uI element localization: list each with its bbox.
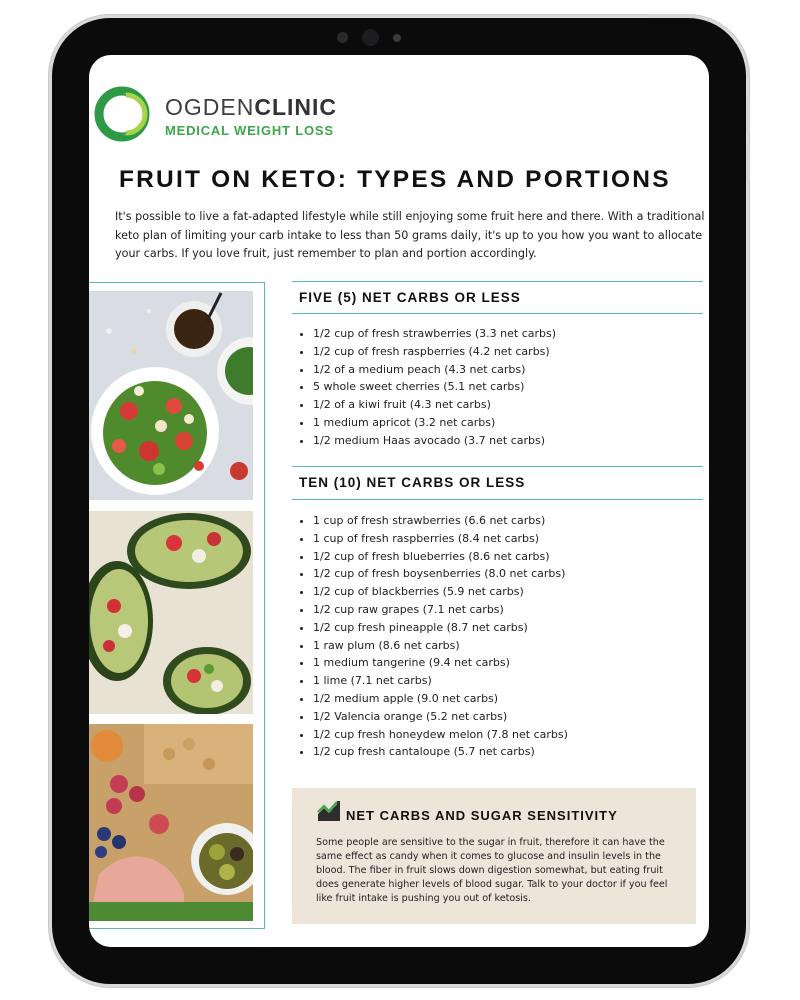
list-item: • 1 medium apricot (3.2 net carbs) (313, 414, 556, 432)
list-item: • 1/2 cup of fresh strawberries (3.3 net carbs) (313, 325, 556, 343)
list-item: • 1/2 of a kiwi fruit (4.3 net carbs) (313, 396, 556, 414)
tablet-volume-down-button (746, 144, 750, 182)
list-item: • 1/2 cup raw grapes (7.1 net carbs) (313, 601, 568, 619)
list-item: • 1 medium tangerine (9.4 net carbs) (313, 654, 568, 672)
document-page (89, 55, 709, 947)
section-heading-text: TEN (10) NET CARBS OR LESS (299, 475, 526, 490)
section-five-carbs-heading (292, 281, 703, 314)
ogden-clinic-logo-icon (93, 85, 151, 143)
tablet-top-button (648, 14, 696, 18)
list-item: • 1 lime (7.1 net carbs) (313, 672, 568, 690)
stuffed-avocado-photo (89, 511, 253, 714)
charcuterie-photo (89, 724, 253, 921)
list-item: • 1 cup of fresh strawberries (6.6 net carbs) (313, 512, 568, 530)
chart-trend-icon (317, 800, 341, 822)
sugar-sensitivity-callout (292, 788, 696, 924)
brand-name-bold: CLINIC (254, 94, 338, 120)
list-item: • 1/2 medium apple (9.0 net carbs) (313, 690, 568, 708)
tablet-volume-up-button (746, 96, 750, 134)
list-item: • 1/2 cup of fresh blueberries (8.6 net carbs) (313, 548, 568, 566)
tablet-flash-dot (393, 34, 401, 42)
list-item: • 1/2 cup of fresh boysenberries (8.0 net carbs) (313, 565, 568, 583)
photo-column (89, 282, 265, 929)
list-item: • 1 raw plum (8.6 net carbs) (313, 637, 568, 655)
list-item: • 1/2 Valencia orange (5.2 net carbs) (313, 708, 568, 726)
list-item: • 1/2 of a medium peach (4.3 net carbs) (313, 361, 556, 379)
list-item: • 1 cup of fresh raspberries (8.4 net carbs) (313, 530, 568, 548)
list-item: • 5 whole sweet cherries (5.1 net carbs) (313, 378, 556, 396)
tablet-sensor-dot (337, 32, 348, 43)
callout-body: Some people are sensitive to the sugar in fruit, therefore it can have the same effect as candy when it comes to glucose and insulin levels in the blood. The fiber in fruit slows down digestion somewhat, but eating fruit does generate higher levels of blood sugar. Talk to your doctor if you feel like fruit intake is pushing you out of ketosis. (316, 837, 668, 904)
callout-heading: NET CARBS AND SUGAR SENSITIVITY (346, 808, 618, 823)
page-title: FRUIT ON KETO: TYPES AND PORTIONS (119, 166, 671, 193)
section-ten-carbs-heading (292, 466, 703, 500)
brand-name-light: OGDEN (165, 94, 255, 120)
ten-carbs-list (299, 512, 568, 761)
brand-wordmark (165, 96, 337, 137)
list-item: • 1/2 cup of fresh raspberries (4.2 net carbs) (313, 343, 556, 361)
salad-photo (89, 291, 253, 500)
list-item: • 1/2 cup fresh pineapple (8.7 net carbs) (313, 619, 568, 637)
list-item: • 1/2 cup fresh honeydew melon (7.8 net carbs) (313, 726, 568, 744)
intro-paragraph: It's possible to live a fat-adapted lifestyle while still enjoying some fruit here and there. With a traditional keto plan of limiting your carb intake to less than 50 grams daily, it's up to you how you want to allocate your carbs. If you love fruit, just remember to plan and portion accordingly. (115, 210, 705, 260)
section-heading-text: FIVE (5) NET CARBS OR LESS (299, 290, 521, 305)
list-item: • 1/2 cup of blackberries (5.9 net carbs) (313, 583, 568, 601)
tablet-camera-icon (362, 29, 379, 46)
list-item: • 1/2 medium Haas avocado (3.7 net carbs) (313, 432, 556, 450)
brand-subtitle: MEDICAL WEIGHT LOSS (165, 123, 334, 138)
list-item: • 1/2 cup fresh cantaloupe (5.7 net carbs) (313, 743, 568, 761)
five-carbs-list (299, 325, 556, 450)
